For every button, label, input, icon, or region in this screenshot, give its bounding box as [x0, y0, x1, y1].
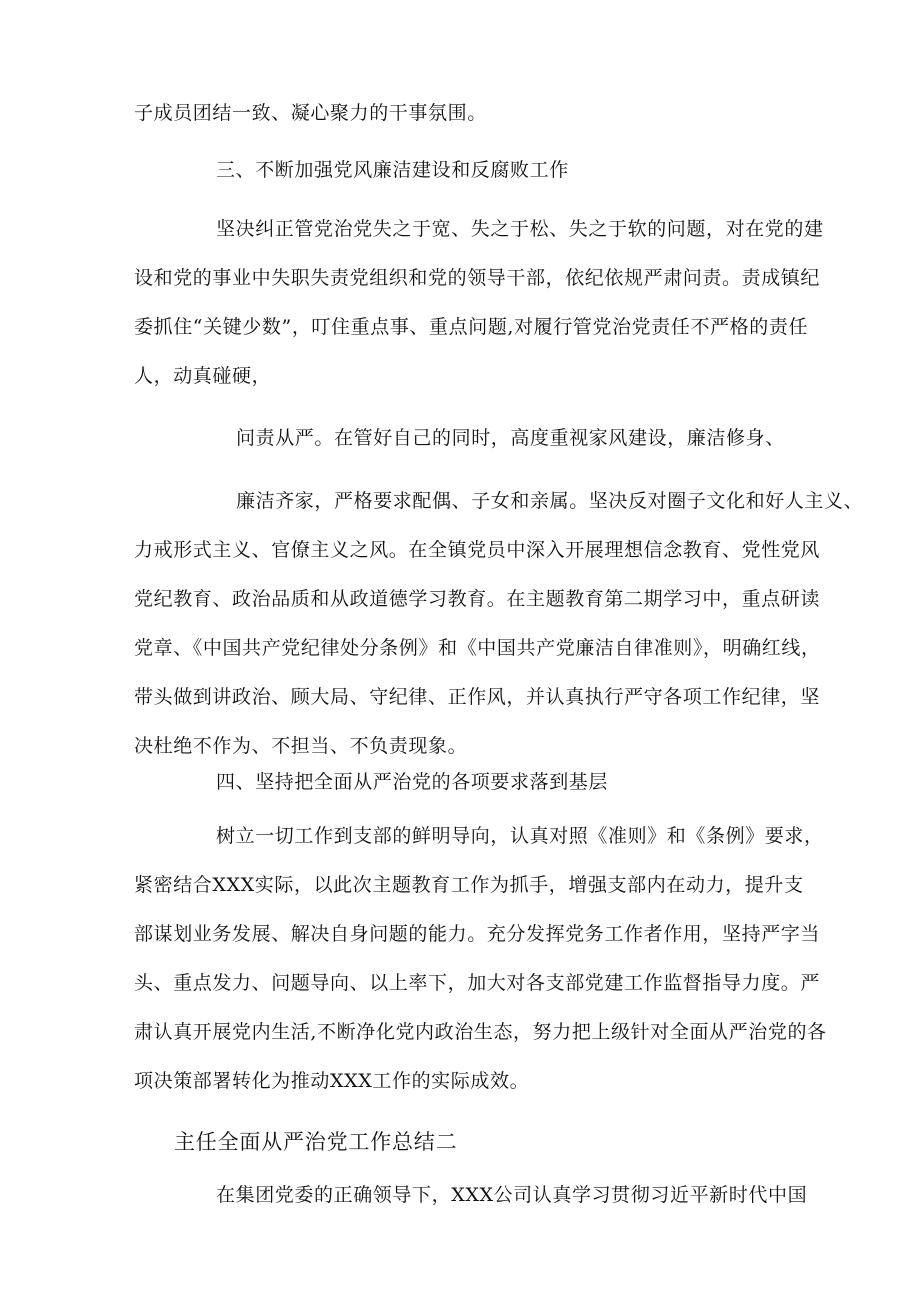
paragraph-line: 党纪教育、政治品质和从政道德学习教育。在主题教育第二期学习中，重点研读 — [134, 588, 821, 610]
paragraph-line: 树立一切工作到支部的鲜明导向，认真对照《准则》和《条例》要求， — [216, 825, 824, 847]
paragraph-line: 决杜绝不作为、不担当、不负责现象。 — [134, 735, 468, 757]
paragraph-line: 坚决纠正管党治党失之于宽、失之于松、失之于软的问题，对在党的建 — [216, 218, 824, 240]
paragraph-line: 带头做到讲政治、顾大局、守纪律、正作风，并认真执行严守各项工作纪律，坚 — [134, 686, 821, 708]
paragraph-line: 问责从严。在管好自己的同时，高度重视家风建设，廉洁修身、 — [236, 427, 785, 449]
section-heading-four: 四、坚持把全面从严治党的各项要求落到基层 — [216, 771, 609, 793]
paragraph-line: 紧密结合XXX实际，以此次主题教育工作为抓手，增强支部内在动力，提升支 — [134, 874, 804, 896]
paragraph-line: 头、重点发力、问题导向、以上率下，加大对各支部党建工作监督指导力度。严 — [134, 972, 821, 994]
paragraph-line: 设和党的事业中失职失责党组织和党的领导干部，依纪依规严肃问责。责成镇纪 — [134, 267, 821, 289]
paragraph-line: 部谋划业务发展、解决自身问题的能力。充分发挥党务工作者作用，坚持严字当 — [134, 923, 821, 945]
paragraph-line: 人，动真碰硬， — [134, 365, 272, 387]
paragraph-line: 力戒形式主义、官僚主义之风。在全镇党员中深入开展理想信念教育、党性党风 — [134, 539, 821, 561]
section-heading-three: 三、不断加强党风廉洁建设和反腐败工作 — [216, 159, 569, 181]
paragraph-line: 肃认真开展党内生活,不断净化党内政治生态，努力把上级针对全面从严治党的各 — [134, 1021, 827, 1043]
paragraph-line: 党章、《中国共产党纪律处分条例》和《中国共产党廉洁自律准则》，明确红线， — [134, 637, 821, 659]
paragraph-line: 廉洁齐家，严格要求配偶、子女和亲属。坚决反对圈子文化和好人主义、 — [236, 490, 864, 512]
paragraph-line: 子成员团结一致、凝心聚力的干事氛围。 — [134, 102, 487, 124]
paragraph-line: 委抓住“关键少数”，叮住重点事、重点问题,对履行管党治党责任不严格的责任 — [134, 316, 809, 338]
paragraph-line: 项决策部署转化为推动XXX工作的实际成效。 — [134, 1070, 530, 1092]
paragraph-line: 在集团党委的正确领导下，XXX公司认真学习贯彻习近平新时代中国 — [216, 1184, 808, 1206]
document-title: 主任全面从严治党工作总结二 — [174, 1130, 458, 1154]
